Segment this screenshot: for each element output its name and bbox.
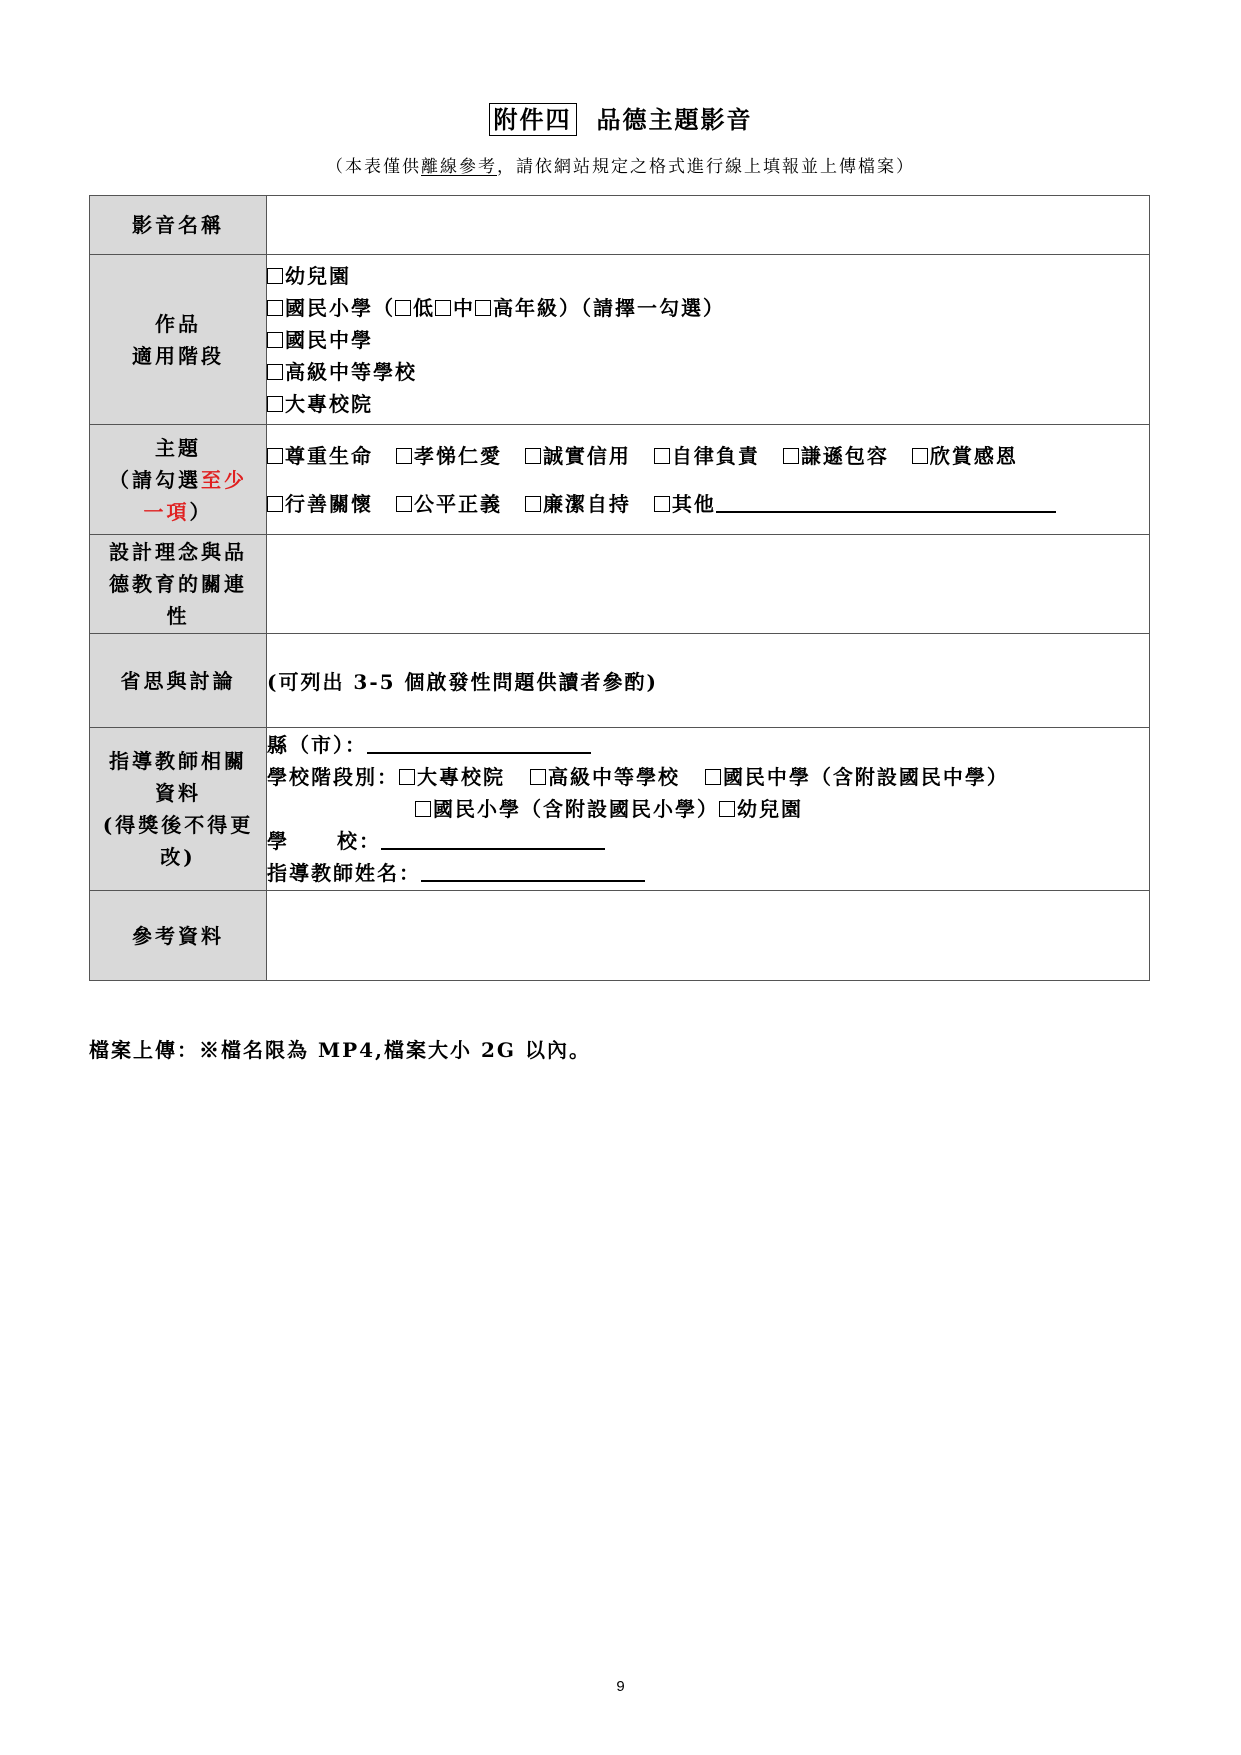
stage-option-college[interactable]: 大專校院 bbox=[267, 388, 1149, 420]
teacher-name-blank[interactable] bbox=[421, 862, 645, 882]
checkbox-icon[interactable] bbox=[396, 448, 412, 464]
checkbox-icon[interactable] bbox=[719, 801, 735, 817]
attachment-label: 附件四 bbox=[489, 103, 577, 136]
stage-label bbox=[90, 255, 267, 425]
note-suffix: ，請依網站規定之格式進行線上填報並上傳檔案） bbox=[497, 157, 915, 177]
checkbox-icon[interactable] bbox=[396, 496, 412, 512]
video-name-label: 影音名稱 bbox=[90, 196, 267, 255]
county-blank[interactable] bbox=[367, 734, 591, 754]
teacher-info-fields bbox=[267, 728, 1150, 891]
teacher-name-field: 指導教師姓名： bbox=[267, 857, 1149, 889]
note-prefix: （本表僅供 bbox=[326, 157, 421, 177]
school-level-options-row2: 國民小學（含附設國民小學） 幼兒園 bbox=[267, 793, 1149, 825]
row-references bbox=[90, 891, 1150, 981]
checkbox-icon[interactable] bbox=[654, 496, 670, 512]
school-field: 學 校： bbox=[267, 825, 1149, 857]
row-theme bbox=[90, 425, 1150, 535]
checkbox-icon[interactable] bbox=[267, 396, 283, 412]
design-concept-field[interactable] bbox=[267, 535, 1150, 634]
reflection-label: 省思與討論 bbox=[90, 634, 267, 728]
checkbox-icon[interactable] bbox=[267, 268, 283, 284]
checkbox-icon[interactable] bbox=[705, 769, 721, 785]
checkbox-icon[interactable] bbox=[267, 300, 283, 316]
stage-option-elementary[interactable]: 國民小學（ 低 中 高年級）（請擇一勾選） bbox=[267, 292, 1149, 324]
theme-options bbox=[267, 425, 1150, 535]
school-level-options: 學校階段別： 大專校院 高級中等學校 國民中學（含附設國民中學） bbox=[267, 765, 1009, 789]
references-label: 參考資料 bbox=[90, 891, 267, 981]
stage-label-line1: 作品 bbox=[155, 311, 201, 336]
theme-option[interactable]: 誠實信用 bbox=[525, 444, 631, 468]
checkbox-icon[interactable] bbox=[415, 801, 431, 817]
checkbox-icon-grade-mid[interactable] bbox=[435, 300, 451, 316]
theme-label-line2: （請勾選至少 bbox=[109, 467, 247, 492]
checkbox-icon[interactable] bbox=[267, 448, 283, 464]
row-video-name bbox=[90, 196, 1150, 255]
row-design-concept bbox=[90, 535, 1150, 634]
checkbox-icon[interactable] bbox=[267, 364, 283, 380]
teacher-info-label: 指導教師相關 資料 (得獎後不得更 改) bbox=[90, 728, 267, 891]
upload-note: 檔案上傳：※檔名限為 MP4,檔案大小 2G 以內。 bbox=[89, 1038, 591, 1062]
stage-option-kindergarten[interactable]: 幼兒園 bbox=[267, 260, 1149, 292]
note-underlined: 離線參考 bbox=[421, 157, 497, 177]
theme-label bbox=[90, 425, 267, 535]
theme-option-other[interactable]: 其他 bbox=[654, 492, 1056, 516]
row-applicable-stage bbox=[90, 255, 1150, 425]
theme-label-line3: 一項） bbox=[143, 499, 213, 524]
checkbox-icon[interactable] bbox=[525, 448, 541, 464]
checkbox-icon[interactable] bbox=[267, 332, 283, 348]
theme-options-row2 bbox=[267, 480, 1149, 528]
checkbox-icon[interactable] bbox=[267, 496, 283, 512]
stage-label-line2: 適用階段 bbox=[132, 343, 224, 368]
design-concept-label: 設計理念與品 德教育的關連 性 bbox=[90, 535, 267, 634]
county-field: 縣（市）： bbox=[267, 729, 1149, 761]
form-title: 品德主題影音 bbox=[596, 105, 753, 134]
theme-options-row1 bbox=[267, 432, 1149, 480]
checkbox-icon-grade-low[interactable] bbox=[395, 300, 411, 316]
checkbox-icon[interactable] bbox=[530, 769, 546, 785]
checkbox-icon[interactable] bbox=[912, 448, 928, 464]
theme-label-line1: 主題 bbox=[155, 435, 201, 460]
stage-option-senior-high[interactable]: 高級中等學校 bbox=[267, 356, 1149, 388]
document-title bbox=[0, 100, 1241, 135]
reflection-field[interactable]: (可列出 3-5 個啟發性問題供讀者參酌) bbox=[267, 634, 1150, 728]
offline-reference-note bbox=[0, 152, 1241, 177]
theme-option[interactable]: 行善關懷 bbox=[267, 492, 373, 516]
row-teacher-info bbox=[90, 728, 1150, 891]
school-blank[interactable] bbox=[381, 830, 605, 850]
checkbox-icon[interactable] bbox=[525, 496, 541, 512]
stage-options bbox=[267, 255, 1150, 425]
application-form-table bbox=[89, 195, 1150, 981]
theme-option[interactable]: 欣賞感恩 bbox=[912, 444, 1018, 468]
theme-option[interactable]: 尊重生命 bbox=[267, 444, 373, 468]
stage-option-junior-high[interactable]: 國民中學 bbox=[267, 324, 1149, 356]
other-theme-blank[interactable] bbox=[716, 493, 1056, 513]
theme-option[interactable]: 自律負責 bbox=[654, 444, 760, 468]
theme-option[interactable]: 公平正義 bbox=[396, 492, 502, 516]
theme-option[interactable]: 謙遜包容 bbox=[783, 444, 889, 468]
page-number: 9 bbox=[616, 1678, 625, 1695]
theme-option[interactable]: 孝悌仁愛 bbox=[396, 444, 502, 468]
row-reflection bbox=[90, 634, 1150, 728]
references-field[interactable] bbox=[267, 891, 1150, 981]
checkbox-icon[interactable] bbox=[399, 769, 415, 785]
checkbox-icon-grade-high[interactable] bbox=[475, 300, 491, 316]
checkbox-icon[interactable] bbox=[654, 448, 670, 464]
video-name-field[interactable] bbox=[267, 196, 1150, 255]
checkbox-icon[interactable] bbox=[783, 448, 799, 464]
theme-option[interactable]: 廉潔自持 bbox=[525, 492, 631, 516]
